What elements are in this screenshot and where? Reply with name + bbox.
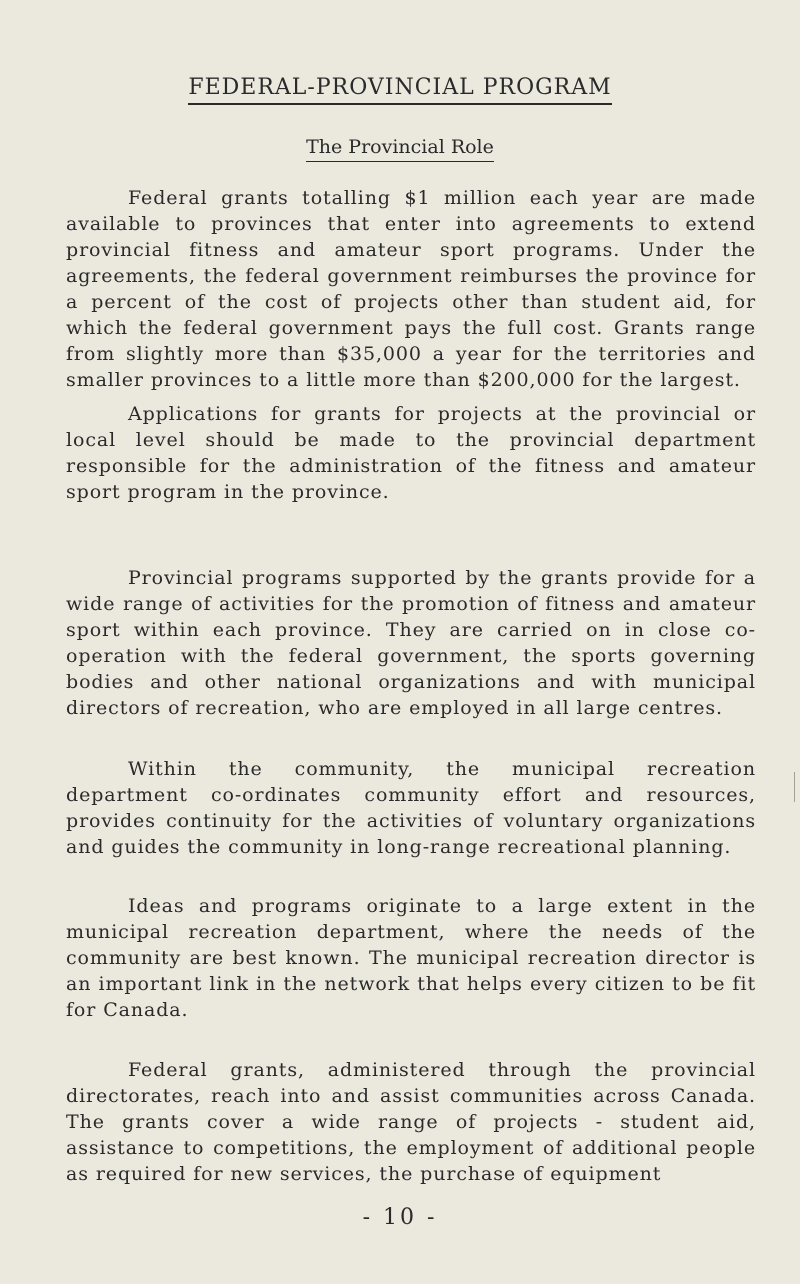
page-number: - 10 - (362, 1205, 438, 1230)
paragraph-federal-grants: Federal grants totalling $1 million each year are made available to provinces that enter into agreements to extend provincial fitness and amateur sport programs. Under the agreements, the federal government reimburses the province for a percent of the cost of projects other than student aid, for which the federal government pays the full cost. Grants range from slightly more than $35,000 a year for the territories and smaller provinces to a little more than $200,000 for the largest. (66, 187, 756, 391)
paragraph-applications: Applications for grants for projects at the provincial or local level should be made to the provincial department responsible for the administration of the fitness and amateur sport program in the province. (66, 403, 756, 503)
page-title-text: FEDERAL-PROVINCIAL PROGRAM (188, 74, 611, 105)
section-subtitle-text: The Provincial Role (306, 134, 494, 162)
page-title (0, 74, 800, 105)
section-subtitle (0, 134, 800, 162)
paragraph-ideas: Ideas and programs originate to a large extent in the municipal recreation department, where the needs of the community are best known. The municipal recreation director is an important link in the network that helps every citizen to be fit for Canada. (66, 895, 756, 1021)
paragraph-community: Within the community, the municipal recreation department co-ordinates community effort and resources, provides continuity for the activities of voluntary organizations and guides the community in long-range recreational planning. (66, 758, 756, 858)
paragraph-provincial-programs: Provincial programs supported by the grants provide for a wide range of activities for the promotion of fitness and amateur sport within each province. They are carried on in close co-operation with the federal government, the sports governing bodies and other national organizations and with municipal directors of recreation, who are employed in all large centres. (66, 567, 756, 719)
paragraph-federal-grants-administered: Federal grants, administered through the provincial directorates, reach into and assist communities across Canada. The grants cover a wide range of projects - student aid, assistance to competitions, the employment of additional people as required for new services, the purchase of equipment (66, 1059, 756, 1185)
scan-edge-mark (794, 772, 795, 802)
